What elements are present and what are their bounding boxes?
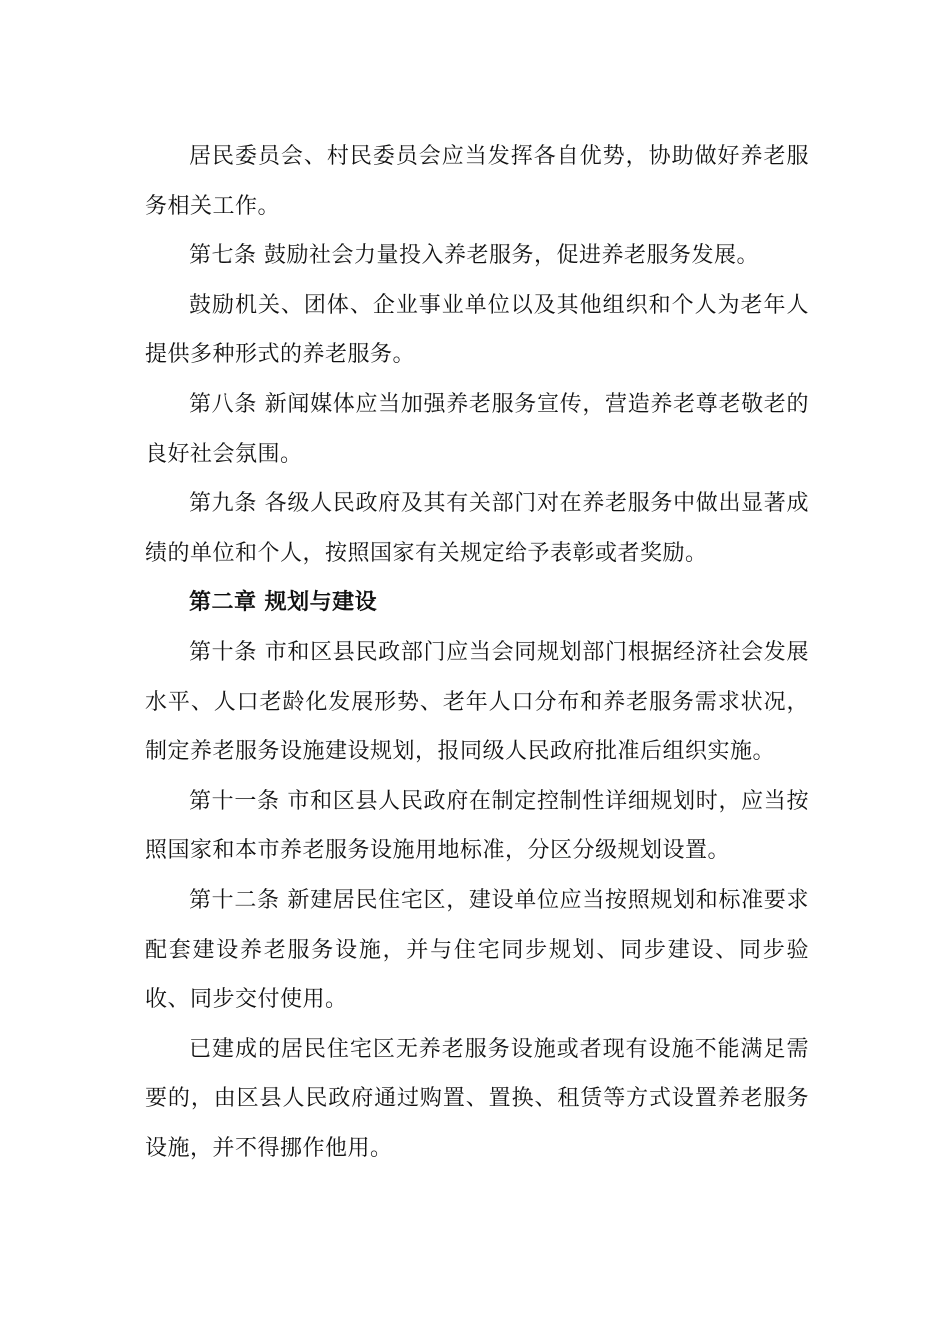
paragraph-article-10: 第十条 市和区县民政部门应当会同规划部门根据经济社会发展水平、人口老龄化发展形势、老年人口分布和养老服务需求状况，制定养老服务设施建设规划，报同级人民政府批准后组织实施。	[145, 639, 809, 765]
paragraph-article-9: 第九条 各级人民政府及其有关部门对在养老服务中做出显著成绩的单位和个人，按照国家有关规定给予表彰或者奖励。	[145, 491, 809, 566]
paragraph-article-12: 第十二条 新建居民住宅区，建设单位应当按照规划和标准要求配套建设养老服务设施，并与住宅同步规划、同步建设、同步验收、同步交付使用。	[145, 887, 809, 1013]
paragraph-residents-committee: 居民委员会、村民委员会应当发挥各自优势，协助做好养老服务相关工作。	[145, 144, 809, 219]
paragraph-article-8: 第八条 新闻媒体应当加强养老服务宣传，营造养老尊老敬老的良好社会氛围。	[145, 391, 809, 467]
document-body	[145, 132, 809, 1173]
chapter-heading: 第二章 规划与建设	[189, 589, 378, 616]
paragraph-article-11: 第十一条 市和区县人民政府在制定控制性详细规划时，应当按照国家和本市养老服务设施用地标准，分区分级规划设置。	[145, 788, 809, 864]
paragraph-existing-residential: 已建成的居民住宅区无养老服务设施或者现有设施不能满足需要的，由区县人民政府通过购置、置换、租赁等方式设置养老服务设施，并不得挪作他用。	[145, 1036, 809, 1161]
paragraph-encourage-organizations: 鼓励机关、团体、企业事业单位以及其他组织和个人为老年人提供多种形式的养老服务。	[145, 292, 809, 368]
paragraph-article-7: 第七条 鼓励社会力量投入养老服务，促进养老服务发展。	[189, 243, 759, 269]
